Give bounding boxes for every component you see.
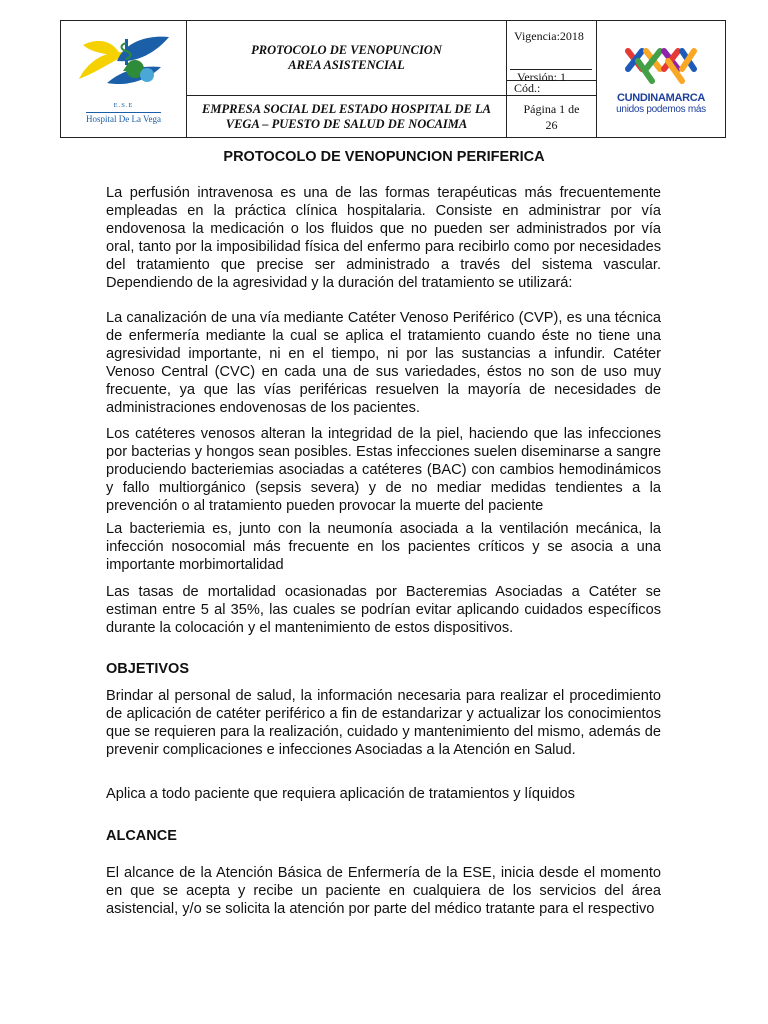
ese-label: E.S.E <box>113 102 134 109</box>
version-label: Versión: 1 <box>510 69 592 84</box>
protocol-title-cell <box>187 21 507 96</box>
cundinamarca-emblem-icon <box>622 43 700 87</box>
page-number-cell <box>507 96 597 138</box>
vigencia-value: Vigencia:2018 <box>514 29 584 43</box>
objetivos-paragraph-1: Brindar al personal de salud, la información necesaria para realizar el procedimiento de aplicación de catéter periférico a fin de estandarizar y actualizar los conocimientos que se requieren para la realización, cuidado y mantenimiento del mismo, además de prevenir complicaciones e infecciones Asociadas a la Atención en Salud. <box>106 688 661 758</box>
protocol-title-line2: AREA ASISTENCIAL <box>288 58 405 72</box>
intro-paragraph-4: La bacteriemia es, junto con la neumonía asociada a la ventilación mecánica, la infección nosocomial más frecuente en los pacientes críticos y se asocia a una importante morbimortalidad <box>106 521 661 573</box>
protocol-title-line1: PROTOCOLO DE VENOPUNCION <box>251 43 442 57</box>
document-header-table <box>60 20 726 138</box>
cod-label: Cód.: <box>514 81 541 95</box>
empresa-cell <box>187 96 507 138</box>
intro-paragraph-5: Las tasas de mortalidad ocasionadas por Bacteremias Asociadas a Catéter se estiman entre 5 al 35%, las cuales se podrían evitar aplicando cuidados específicos durante la colocación y el mantenimiento de estos dispositivos. <box>106 584 661 636</box>
empresa-line2: VEGA – PUESTO DE SALUD DE NOCAIMA <box>225 116 468 131</box>
cundinamarca-logo <box>597 21 726 138</box>
empresa-line1: EMPRESA SOCIAL DEL ESTADO HOSPITAL DE LA <box>202 101 491 116</box>
cundinamarca-brand-text: CUNDINAMARCA <box>616 92 706 104</box>
document-title: PROTOCOLO DE VENOPUNCION PERIFERICA <box>223 149 545 165</box>
alcance-heading: ALCANCE <box>106 828 177 844</box>
hospital-name-label: Hospital De La Vega <box>85 114 162 124</box>
page-number-line2: 26 <box>545 117 558 132</box>
alcance-paragraph-1: El alcance de la Atención Básica de Enfermería de la ESE, inicia desde el momento en que se acepta y recibe un paciente en cualquiera de los servicios del área asistencial, y/o se solicita la atención por parte del médico tratante para el respectivo <box>106 865 661 917</box>
objetivos-paragraph-2: Aplica a todo paciente que requiera aplicación de tratamientos y líquidos <box>106 786 575 802</box>
objetivos-heading: OBJETIVOS <box>106 661 189 677</box>
intro-paragraph-2: La canalización de una vía mediante Catéter Venoso Periférico (CVP), es una técnica de enfermería mediante la cual se aplica el tratamiento cuando éste no tiene una agresividad importante, ni en el tiempo, ni por las sustancias a infundir. Catéter Venoso Central (CVC) en cada una de sus variedades, éstos no son de uso muy frecuente, ya que las vías periféricas resuelven la mayoría de necesidades de administraciones endovenosas de los pacientes. <box>106 310 661 416</box>
intro-paragraph-1: La perfusión intravenosa es una de las formas terapéuticas más frecuentemente empleadas en la práctica clínica hospitalaria. Consiste en administrar por vía endovenosa la medicación o los fluidos que no pueden ser administrados por vía oral, tanto por la imposibilidad física del enfermo para recibirlo como por necesidades del tratamiento que precise ser administrado a través del sistema vascular. Dependiendo de la agresividad y la duración del tratamiento se utilizará: <box>106 185 661 291</box>
hospital-emblem-icon <box>69 31 179 97</box>
page-number-line1: Página 1 de <box>523 101 580 116</box>
intro-paragraph-3: Los catéteres venosos alteran la integridad de la piel, haciendo que las infecciones por bacterias y hongos sean posibles. Estas infecciones suelen diseminarse a sangre produciendo bacteriemias asociadas a catéteres (BAC) con cambios hemodinámicos y fallo multiorgánico (sepsis severa) y de no mediar medidas tendientes a la prevención o al tratamiento pueden provocar la muerte del paciente <box>106 426 661 514</box>
hospital-logo <box>61 21 187 138</box>
cundinamarca-slogan-text: unidos podemos más <box>616 104 706 115</box>
